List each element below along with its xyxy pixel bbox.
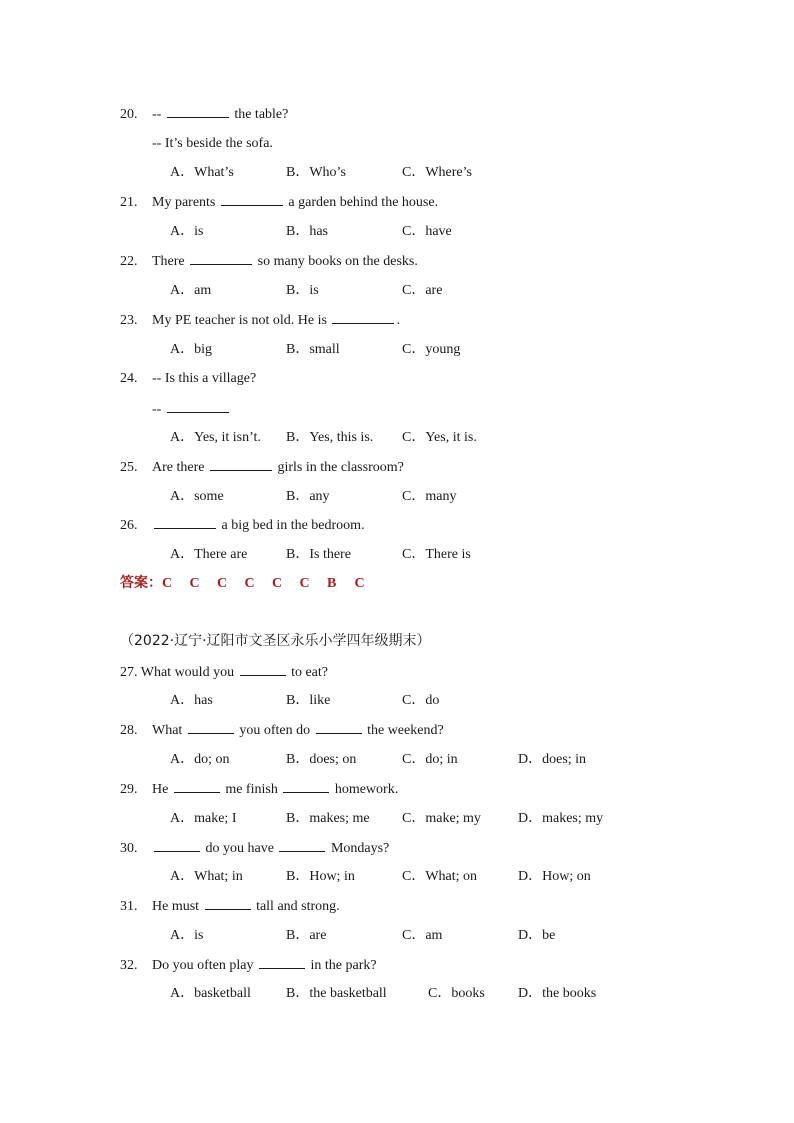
option-c[interactable]: C．What; on: [402, 869, 478, 884]
question-24-reply: [152, 398, 231, 420]
option-b[interactable]: B．is: [286, 283, 319, 298]
question-32: [120, 954, 377, 976]
question-text: the weekend?: [367, 723, 444, 738]
question-23-options: [170, 339, 518, 361]
answer-blank[interactable]: [316, 719, 362, 734]
question-26: [120, 514, 365, 536]
question-21: [120, 191, 438, 213]
answer-blank[interactable]: [188, 719, 234, 734]
answer-letter: C: [217, 576, 228, 591]
option-c[interactable]: C．Where’s: [402, 165, 472, 180]
question-32-options: [170, 983, 634, 1005]
answer-letter: C: [244, 576, 255, 591]
option-b[interactable]: B．has: [286, 224, 328, 239]
option-b[interactable]: B．any: [286, 489, 330, 504]
option-b[interactable]: B．How; in: [286, 869, 355, 884]
option-b[interactable]: B．the basketball: [286, 986, 387, 1001]
answer-blank[interactable]: [259, 954, 305, 969]
question-text: you often do: [239, 723, 311, 738]
option-c[interactable]: C．do; in: [402, 752, 458, 767]
answer-blank[interactable]: [154, 837, 200, 852]
option-b[interactable]: B．makes; me: [286, 811, 370, 826]
question-number: 31.: [120, 899, 138, 914]
option-b[interactable]: B．Who’s: [286, 165, 346, 180]
answer-blank[interactable]: [167, 398, 229, 413]
option-a[interactable]: A．make; I: [170, 811, 237, 826]
answer-key: [120, 572, 382, 594]
option-c[interactable]: C．books: [428, 986, 485, 1001]
answer-blank[interactable]: [190, 250, 252, 265]
question-text: .: [396, 313, 400, 328]
answer-letter: C: [299, 576, 310, 591]
answer-blank[interactable]: [174, 778, 220, 793]
question-text: He must: [152, 899, 200, 914]
question-30: [120, 837, 389, 859]
option-c[interactable]: C．am: [402, 928, 443, 943]
option-a[interactable]: A．am: [170, 283, 212, 298]
answer-blank[interactable]: [154, 514, 216, 529]
question-number: 24.: [120, 371, 138, 386]
question-31: [120, 895, 340, 917]
question-number: 21.: [120, 195, 138, 210]
question-28: [120, 719, 444, 741]
option-d[interactable]: D．makes; my: [518, 811, 604, 826]
option-b[interactable]: B．like: [286, 693, 331, 708]
question-22-options: [170, 280, 518, 302]
question-20: [120, 103, 288, 125]
answer-letter: C: [162, 576, 173, 591]
question-text: Mondays?: [330, 841, 390, 856]
question-number: 22.: [120, 254, 138, 269]
question-number: 25.: [120, 460, 138, 475]
question-text: Are there: [152, 460, 205, 475]
question-text: What: [152, 723, 183, 738]
reply-dash: --: [152, 402, 162, 417]
option-a[interactable]: A．some: [170, 489, 224, 504]
question-text: --: [152, 107, 162, 122]
answer-label: 答案：: [120, 575, 162, 591]
option-c[interactable]: C．young: [402, 342, 461, 357]
option-c[interactable]: C．make; my: [402, 811, 481, 826]
question-text: the table?: [234, 107, 289, 122]
option-a[interactable]: A．Yes, it isn’t.: [170, 430, 261, 445]
question-number: 20.: [120, 107, 138, 122]
question-22: [120, 250, 418, 272]
option-a[interactable]: A．big: [170, 342, 212, 357]
question-text: so many books on the desks.: [257, 254, 418, 269]
answer-blank[interactable]: [283, 778, 329, 793]
question-text: do you have: [205, 841, 274, 856]
option-c[interactable]: C．many: [402, 489, 457, 504]
option-a[interactable]: A．There are: [170, 547, 248, 562]
question-text: a garden behind the house.: [288, 195, 439, 210]
option-a[interactable]: A．What’s: [170, 165, 234, 180]
question-31-options: [170, 925, 634, 947]
question-text: tall and strong.: [256, 899, 340, 914]
question-28-options: [170, 749, 634, 771]
question-number: 32.: [120, 958, 138, 973]
option-a[interactable]: A．basketball: [170, 986, 251, 1001]
question-25-options: [170, 486, 518, 508]
question-25: [120, 456, 404, 478]
question-text: -- Is this a village?: [152, 371, 257, 386]
option-c[interactable]: C．Yes, it is.: [402, 430, 477, 445]
question-text: He: [152, 782, 169, 797]
answer-blank[interactable]: [240, 661, 286, 676]
question-text: girls in the classroom?: [277, 460, 404, 475]
question-text: My PE teacher is not old. He is: [152, 313, 327, 328]
option-a[interactable]: A．is: [170, 928, 204, 943]
answer-blank[interactable]: [210, 456, 272, 471]
question-text: homework.: [334, 782, 399, 797]
option-a[interactable]: A．has: [170, 693, 213, 708]
option-d[interactable]: D．How; on: [518, 869, 591, 884]
question-text: a big bed in the bedroom.: [221, 518, 365, 533]
question-29-options: [170, 808, 634, 830]
question-number: 26.: [120, 518, 138, 533]
question-23: [120, 309, 400, 331]
option-a[interactable]: A．is: [170, 224, 204, 239]
question-number: 29.: [120, 782, 138, 797]
question-29: [120, 778, 398, 800]
answer-blank[interactable]: [205, 895, 251, 910]
question-24: [120, 368, 256, 390]
option-c[interactable]: C．have: [402, 224, 452, 239]
question-27-options: [170, 690, 518, 712]
question-text: in the park?: [310, 958, 377, 973]
question-number: 23.: [120, 313, 138, 328]
question-number: 30.: [120, 841, 138, 856]
option-d[interactable]: D．does; in: [518, 752, 587, 767]
question-text: to eat?: [291, 665, 328, 680]
question-21-options: [170, 221, 518, 243]
answer-blank[interactable]: [332, 309, 394, 324]
source-heading: （2022·辽宁·辽阳市文圣区永乐小学四年级期末）: [120, 633, 431, 649]
option-d[interactable]: D．be: [518, 928, 556, 943]
question-text: There: [152, 254, 185, 269]
question-20-options: [170, 162, 518, 184]
option-c[interactable]: C．There is: [402, 547, 471, 562]
option-c[interactable]: C．are: [402, 283, 443, 298]
question-30-options: [170, 866, 634, 888]
question-24-options: [170, 427, 518, 449]
question-27: [120, 661, 328, 683]
option-a[interactable]: A．What; in: [170, 869, 243, 884]
answer-blank[interactable]: [167, 103, 229, 118]
question-26-options: [170, 544, 518, 566]
option-b[interactable]: B．small: [286, 342, 340, 357]
answer-letter: C: [189, 576, 200, 591]
question-text: me finish: [225, 782, 278, 797]
option-b[interactable]: B．Is there: [286, 547, 351, 562]
option-b[interactable]: B．Yes, this is.: [286, 430, 374, 445]
option-c[interactable]: C．do: [402, 693, 440, 708]
option-d[interactable]: D．the books: [518, 986, 597, 1001]
option-b[interactable]: B．does; on: [286, 752, 357, 767]
option-b[interactable]: B．are: [286, 928, 327, 943]
option-a[interactable]: A．do; on: [170, 752, 230, 767]
answer-letter: B: [327, 576, 337, 591]
question-text: My parents: [152, 195, 216, 210]
answer-letter: C: [354, 576, 365, 591]
answer-blank[interactable]: [221, 191, 283, 206]
answer-blank[interactable]: [279, 837, 325, 852]
question-number: 28.: [120, 723, 138, 738]
question-text: What would you: [140, 665, 235, 680]
question-text: Do you often play: [152, 958, 254, 973]
question-20-reply: -- It’s beside the sofa.: [152, 136, 273, 151]
answer-letter: C: [272, 576, 283, 591]
answer-letters: [162, 576, 382, 591]
question-number: 27.: [120, 665, 138, 680]
